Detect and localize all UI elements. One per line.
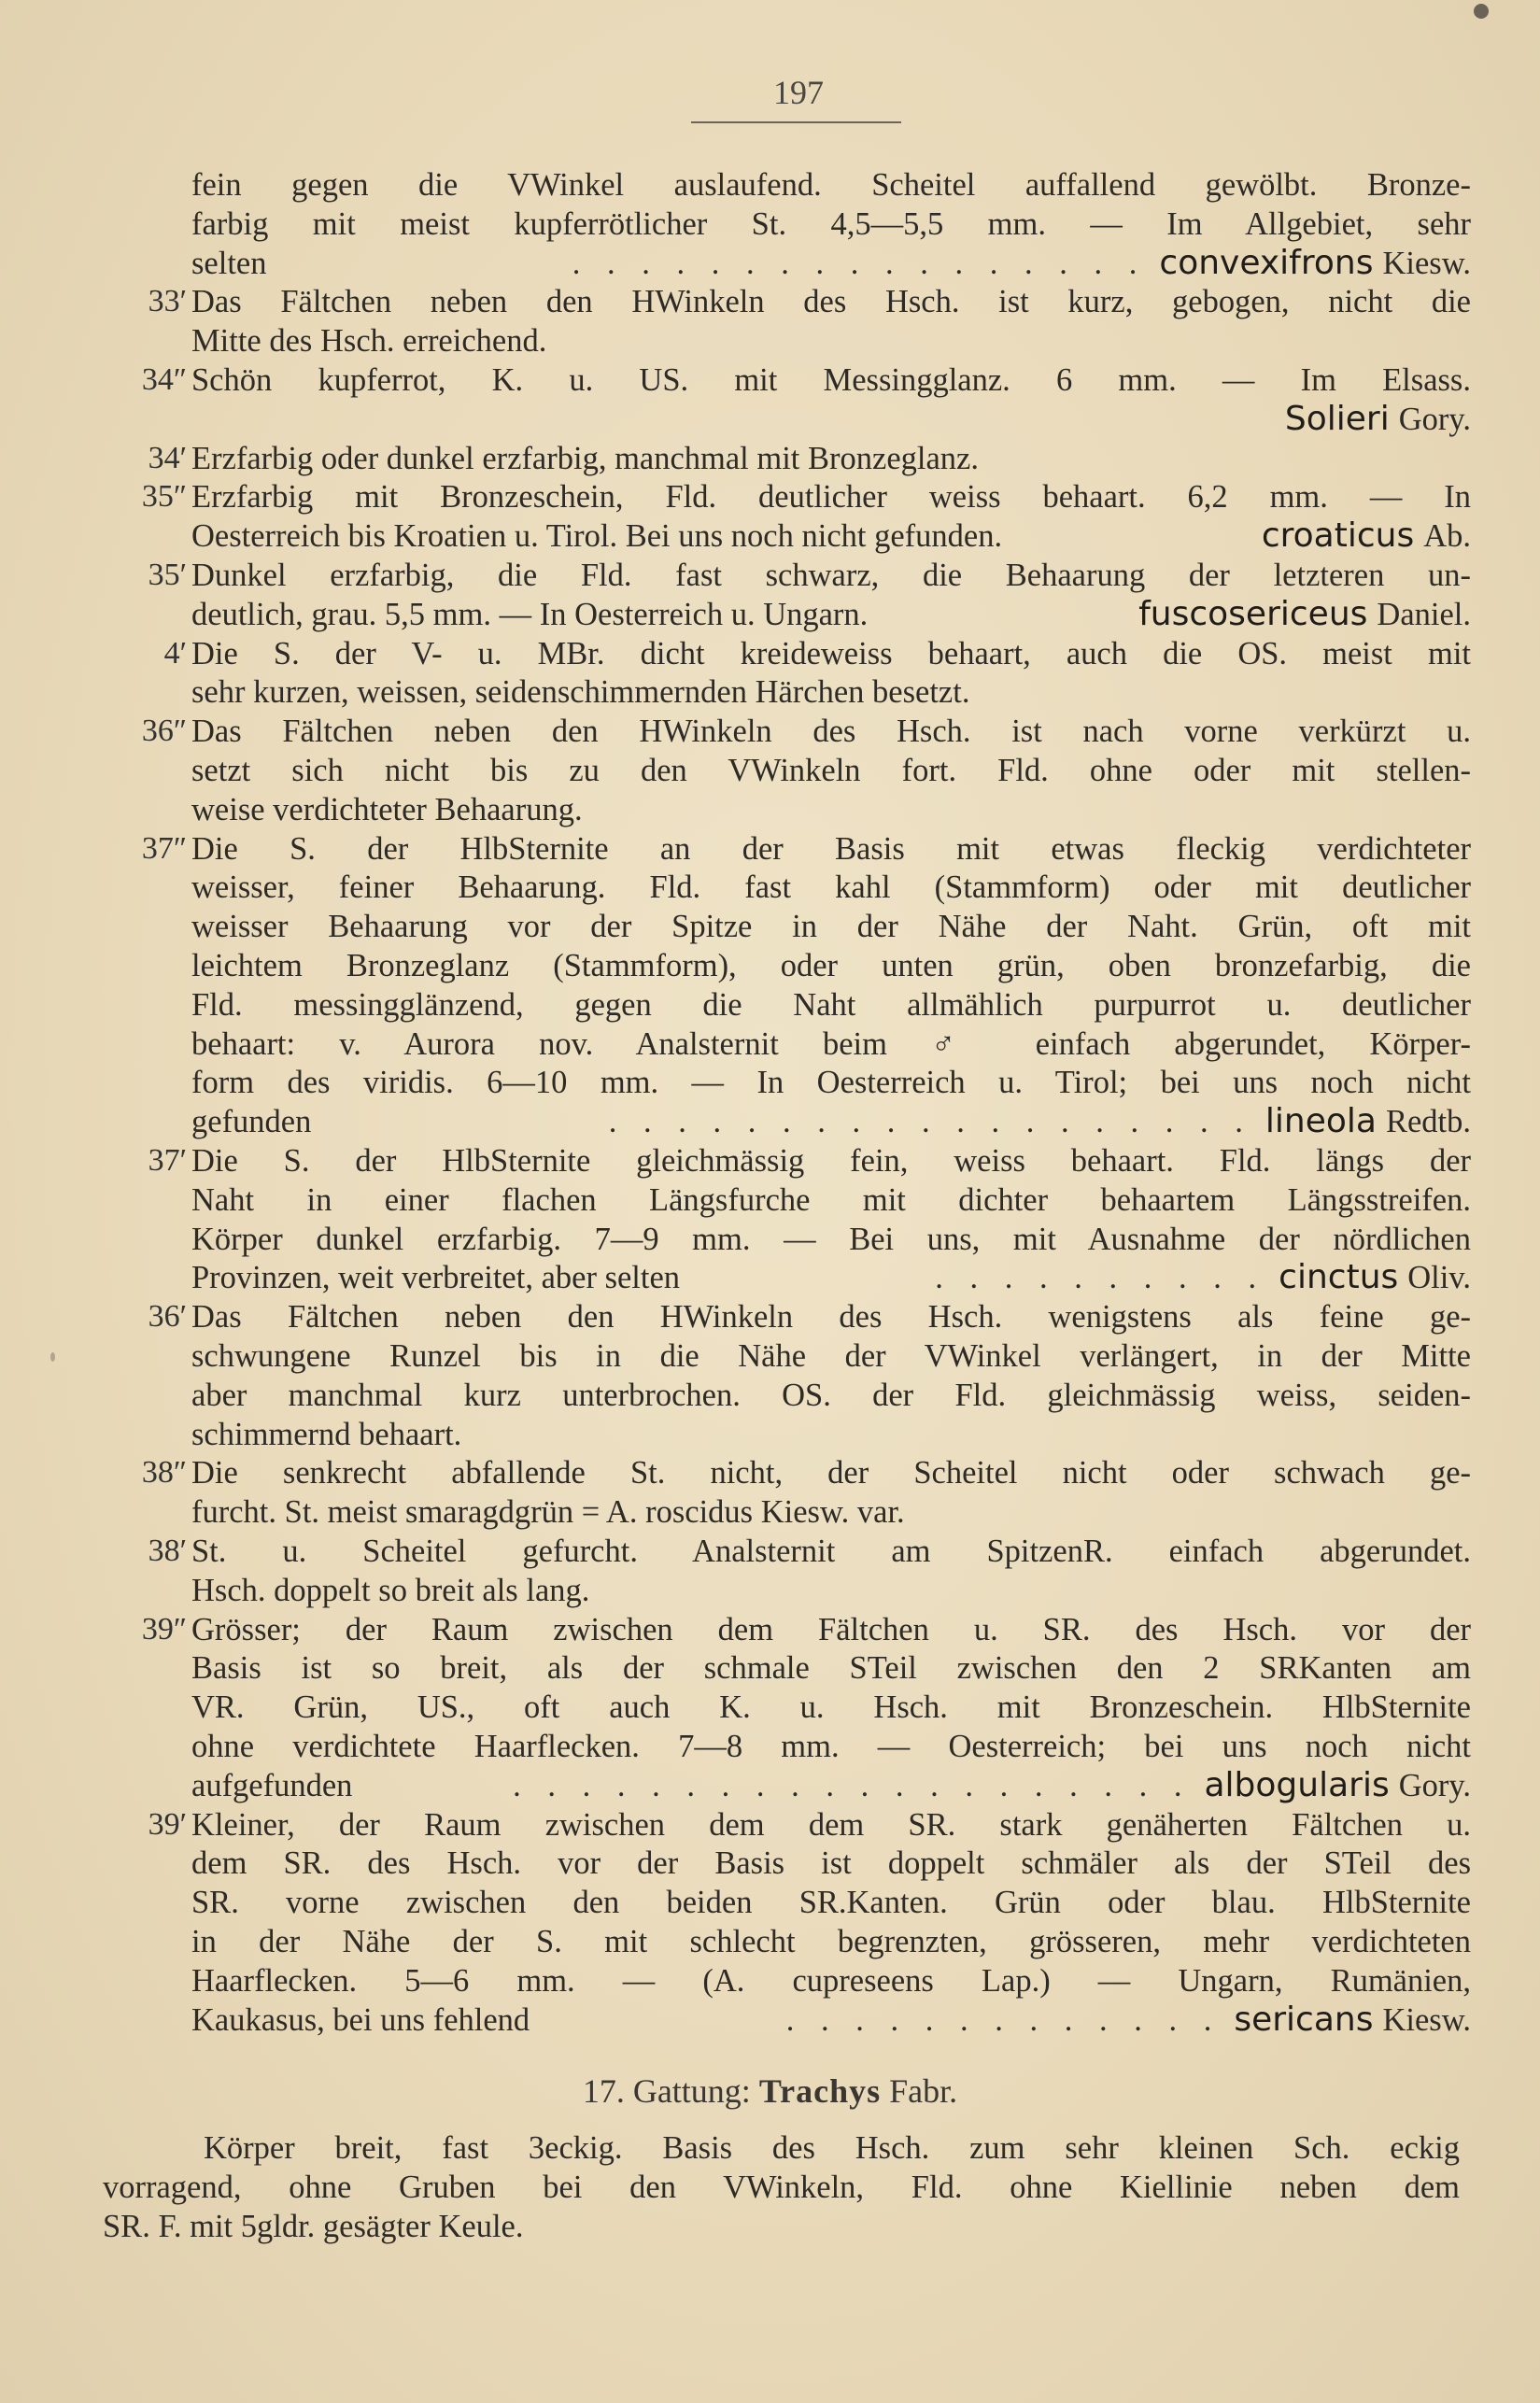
paper-speck <box>50 1352 55 1362</box>
key-line: Grösser; der Raum zwischen dem Fältchen u. SR. des Hsch. vor der <box>191 1612 1471 1647</box>
key-line-text: Oesterreich bis Kroatien u. Tirol. Bei uns noch nicht gefunden. <box>191 518 1003 554</box>
species-author: Gory. <box>1398 1768 1471 1803</box>
key-line-text: selten <box>191 246 267 281</box>
key-line: Haarflecken. 5—6 mm. — (A. cupreseens Lap.) — Ungarn, Rumänien, <box>191 1963 1471 1999</box>
couplet-number: 35″ <box>141 479 187 514</box>
key-line: fein gegen die VWinkel auslaufend. Scheitel auffallend gewölbt. Bronze- <box>191 167 1471 203</box>
key-line: setzt sich nicht bis zu den VWinkeln fort. Fld. ohne oder mit stellen- <box>191 753 1471 788</box>
couplet-number: 37″ <box>141 831 187 866</box>
leader-dots: . . . . . . . . . . . . . . . . . <box>572 246 1147 281</box>
couplet-number: 39′ <box>148 1807 187 1842</box>
key-line: Das Fältchen neben den HWinkeln des Hsch. ist nach vorne verkürzt u. <box>191 714 1471 749</box>
paper-speck <box>1474 4 1489 19</box>
species-name: fuscosericeus <box>1138 595 1368 633</box>
key-line: leichtem Bronzeglanz (Stammform), oder unten grün, oben bronzefarbig, die <box>191 948 1471 983</box>
key-line: dem SR. des Hsch. vor der Basis ist doppelt schmäler als der STeil des <box>191 1845 1471 1881</box>
key-line <box>191 2001 1471 2039</box>
key-line: Kleiner, der Raum zwischen dem dem SR. stark genäherten Fältchen u. <box>191 1807 1471 1843</box>
key-line: Mitte des Hsch. erreichend. <box>191 323 547 359</box>
couplet-number: 36″ <box>141 714 187 748</box>
species-name: Solieri <box>1284 400 1390 438</box>
key-line: St. u. Scheitel gefurcht. Analsternit am SpitzenR. einfach abgerundet. <box>191 1534 1471 1569</box>
key-line-text: Kaukasus, bei uns fehlend <box>191 2002 530 2038</box>
species-name: sericans <box>1234 2000 1374 2039</box>
key-line: Basis ist so breit, als der schmale STeil zwischen den 2 SRKanten am <box>191 1650 1471 1686</box>
species-author: Oliv. <box>1407 1260 1471 1295</box>
key-line: furcht. St. meist smaragdgrün = A. roscidus Kiesw. var. <box>191 1494 905 1530</box>
couplet-number: 33′ <box>148 284 187 318</box>
couplet-number: 34″ <box>141 362 187 397</box>
key-line <box>191 596 1471 633</box>
key-line: farbig mit meist kupferrötlicher St. 4,5—5,5 mm. — Im Allgebiet, sehr <box>191 206 1471 242</box>
leader-dots: . . . . . . . . . . . . . . . . . . . . <box>513 1768 1192 1803</box>
species-author: Kiesw. <box>1382 246 1471 281</box>
page-number: 197 <box>773 74 824 111</box>
key-line: schwungene Runzel bis in die Nähe der VWinkel verlängert, in der Mitte <box>191 1338 1471 1374</box>
key-line: Die S. der V- u. MBr. dicht kreideweiss behaart, auch die OS. meist mit <box>191 636 1471 671</box>
genus-heading <box>0 2071 1540 2111</box>
leader-dots: . . . . . . . . . . . . . <box>785 2002 1222 2038</box>
key-line: Fld. messingglänzend, gegen die Naht allmählich purpurrot u. deutlicher <box>191 987 1471 1023</box>
key-line <box>191 401 1471 438</box>
key-line: aber manchmal kurz unterbrochen. OS. der Fld. gleichmässig weiss, seiden- <box>191 1378 1471 1413</box>
genus-description-line: vorragend, ohne Gruben bei den VWinkeln, Fld. ohne Kiellinie neben dem <box>103 2170 1460 2205</box>
genus-name: Trachys <box>758 2072 882 2110</box>
key-line: SR. vorne zwischen den beiden SR.Kanten. Grün oder blau. HlbSternite <box>191 1885 1471 1920</box>
key-line: Naht in einer flachen Längsfurche mit dichter behaartem Längsstreifen. <box>191 1182 1471 1218</box>
key-line: weise verdichteter Behaarung. <box>191 792 583 827</box>
key-line: Die senkrecht abfallende St. nicht, der Scheitel nicht oder schwach ge- <box>191 1455 1471 1491</box>
species-name: albogularis <box>1204 1766 1390 1804</box>
key-line <box>191 517 1471 555</box>
key-line: ohne verdichtete Haarflecken. 7—8 mm. — Oesterreich; bei uns noch nicht <box>191 1729 1471 1764</box>
species-author: Redtb. <box>1385 1104 1471 1139</box>
key-line: Die S. der HlbSternite gleichmässig fein, weiss behaart. Fld. längs der <box>191 1143 1471 1179</box>
couplet-number: 35′ <box>148 558 187 592</box>
key-line: Das Fältchen neben den HWinkeln des Hsch. wenigstens als feine ge- <box>191 1299 1471 1335</box>
species-name: convexifrons <box>1159 244 1374 282</box>
couplet-number: 38′ <box>148 1534 187 1568</box>
key-line: behaart: v. Aurora nov. Analsternit beim ♂ einfach abgerundet, Körper- <box>191 1026 1471 1062</box>
couplet-number: 36′ <box>148 1299 187 1334</box>
key-line: Hsch. doppelt so breit als lang. <box>191 1573 590 1608</box>
species-author: Kiesw. <box>1382 2002 1471 2038</box>
species-author: Ab. <box>1423 518 1471 554</box>
genus-author: Fabr. <box>889 2072 958 2110</box>
key-line-text: Provinzen, weit verbreitet, aber selten <box>191 1260 681 1295</box>
couplet-number: 39″ <box>141 1612 187 1647</box>
couplet-number: 34′ <box>148 441 187 475</box>
leader-dots: . . . . . . . . . . <box>935 1260 1266 1295</box>
key-line <box>191 1767 1471 1804</box>
key-line: Körper dunkel erzfarbig. 7—9 mm. — Bei uns, mit Ausnahme der nördlichen <box>191 1222 1471 1257</box>
key-line-text: aufgefunden <box>191 1768 353 1803</box>
key-line: in der Nähe der S. mit schlecht begrenzten, grösseren, mehr verdichteten <box>191 1924 1471 1959</box>
key-line: Erzfarbig mit Bronzeschein, Fld. deutlicher weiss behaart. 6,2 mm. — In <box>191 479 1471 515</box>
key-line: Das Fältchen neben den HWinkeln des Hsch. ist kurz, gebogen, nicht die <box>191 284 1471 319</box>
couplet-number: 4′ <box>163 636 187 671</box>
species-name: cinctus <box>1279 1258 1399 1296</box>
couplet-number: 38″ <box>141 1455 187 1490</box>
key-line: weisser Behaarung vor der Spitze in der Nähe der Naht. Grün, oft mit <box>191 909 1471 944</box>
key-line: Schön kupferrot, K. u. US. mit Messingglanz. 6 mm. — Im Elsass. <box>191 362 1471 398</box>
key-line: Dunkel erzfarbig, die Fld. fast schwarz, die Behaarung der letzteren un- <box>191 558 1471 593</box>
key-line: VR. Grün, US., oft auch K. u. Hsch. mit Bronzeschein. HlbSternite <box>191 1689 1471 1725</box>
genus-description-line: Körper breit, fast 3eckig. Basis des Hsch. zum sehr kleinen Sch. eckig <box>204 2130 1460 2166</box>
key-line: schimmernd behaart. <box>191 1417 462 1452</box>
page-number-rule <box>691 121 901 123</box>
key-line: weisser, feiner Behaarung. Fld. fast kahl (Stammform) oder mit deutlicher <box>191 869 1471 905</box>
key-line: sehr kurzen, weissen, seidenschimmernden Härchen besetzt. <box>191 674 970 710</box>
key-line: Die S. der HlbSternite an der Basis mit etwas fleckig verdichteter <box>191 831 1471 867</box>
key-line: Erzfarbig oder dunkel erzfarbig, manchmal mit Bronzeglanz. <box>191 441 979 476</box>
leader-dots: . . . . . . . . . . . . . . . . . . . <box>608 1104 1252 1139</box>
species-name: lineola <box>1264 1102 1377 1140</box>
key-line-text: gefunden <box>191 1104 312 1139</box>
genus-description-line: SR. F. mit 5gldr. gesägter Keule. <box>103 2209 524 2244</box>
species-name: croaticus <box>1261 516 1415 555</box>
couplet-number: 37′ <box>148 1143 187 1178</box>
species-author: Gory. <box>1398 402 1471 437</box>
key-line <box>191 245 1471 282</box>
key-line: form des viridis. 6—10 mm. — In Oesterreich u. Tirol; bei uns noch nicht <box>191 1065 1471 1100</box>
key-line <box>191 1103 1471 1140</box>
key-line <box>191 1259 1471 1296</box>
species-author: Daniel. <box>1377 597 1471 632</box>
key-line-text: deutlich, grau. 5,5 mm. — In Oesterreich u. Ungarn. <box>191 597 869 632</box>
genus-heading-prefix: 17. Gattung: <box>582 2072 751 2110</box>
